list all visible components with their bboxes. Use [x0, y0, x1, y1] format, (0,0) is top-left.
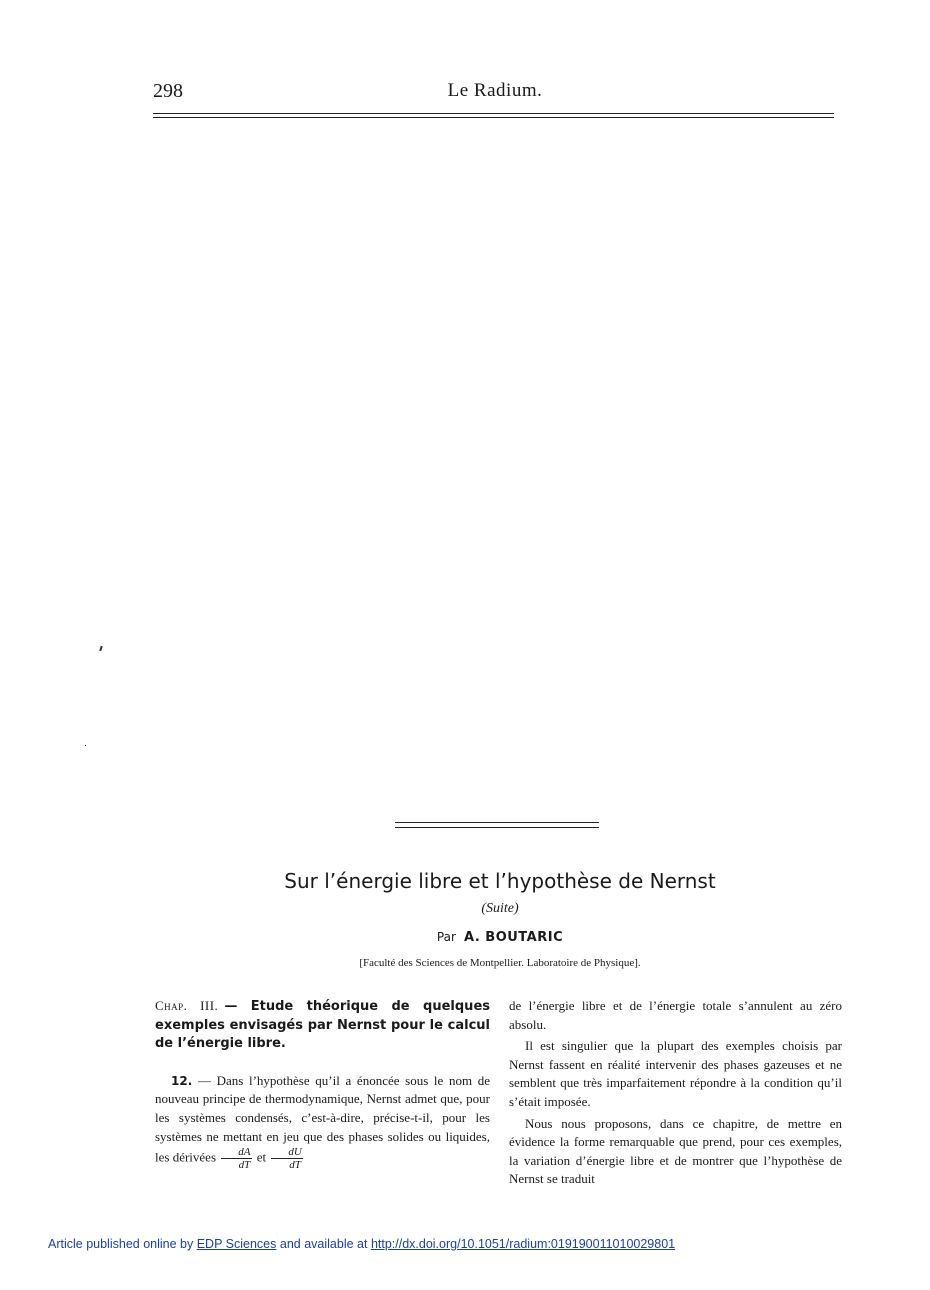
conjunction-et: et — [256, 1149, 267, 1165]
right-column — [509, 997, 842, 1189]
author-name: A. BOUTARIC — [464, 930, 564, 945]
paragraph-12-text: — Dans l’hypothèse qu’il a énoncée sous le nom de nouveau principe de thermodynamique, Nernst admet que, pour les systèmes condensés, c’est-à-dire, précise-t-il, pour les systèmes ne mettant en jeu que des phases solides ou liquides, les dérivées — [155, 1072, 491, 1165]
header-rule-top — [153, 113, 834, 114]
publication-footer — [48, 1237, 675, 1251]
author-prefix: Par — [436, 930, 456, 944]
left-column — [155, 997, 490, 1171]
article-title: Sur l’énergie libre et l’hypothèse de Nernst — [284, 869, 716, 893]
article-separator-bottom — [395, 827, 599, 828]
right-paragraph-2: Il est singulier que la plupart des exemples choisis par Nernst fassent en réalité intervenir des phases gazeuses et ne semblent que très imparfaitement répondre à la condition qu’il s’était imposée. — [509, 1038, 842, 1109]
fraction-da-dt: $\frac{dA}{dT}$ — [221, 1146, 251, 1171]
right-paragraph-3: Nous nous proposons, dans ce chapitre, de mettre en évidence la forme remarquable que prend, pour ces exemples, la variation d’énergie libre et de montrer que l’hypothèse de Nernst se traduit — [509, 1115, 842, 1187]
chapter-title: — Etude théorique de quelques exemples envisagés par Nernst pour le calcul de l’énergie libre. — [155, 999, 490, 1052]
chapter-heading — [155, 997, 490, 1054]
chapter-label: Chap. III. — [155, 998, 219, 1013]
journal-title: Le Radium. — [447, 80, 543, 101]
right-paragraph-1: de l’énergie libre et de l’énergie totale s’annulent au zéro absolu. — [509, 998, 842, 1032]
scan-speck — [99, 646, 103, 651]
scan-speck — [85, 745, 86, 746]
publisher-link[interactable]: EDP Sciences — [196, 1237, 277, 1251]
footer-middle: and available at — [279, 1237, 368, 1251]
article-separator-top — [395, 822, 599, 823]
affiliation: [Faculté des Sciences de Montpellier. Laboratoire de Physique]. — [359, 957, 641, 969]
header-rule-bottom — [153, 117, 834, 118]
footer-prefix: Article published online by — [48, 1237, 194, 1251]
section-number: 12. — [171, 1073, 193, 1088]
article-subtitle: (Suite) — [481, 901, 519, 916]
fraction-du-dt: $\frac{dU}{dT}$ — [271, 1146, 302, 1171]
author-line — [0, 930, 930, 945]
doi-link[interactable]: http://dx.doi.org/10.1051/radium:019190011010029801 — [370, 1237, 676, 1251]
paragraph-12 — [155, 1072, 490, 1171]
page-number: 298 — [153, 80, 183, 102]
